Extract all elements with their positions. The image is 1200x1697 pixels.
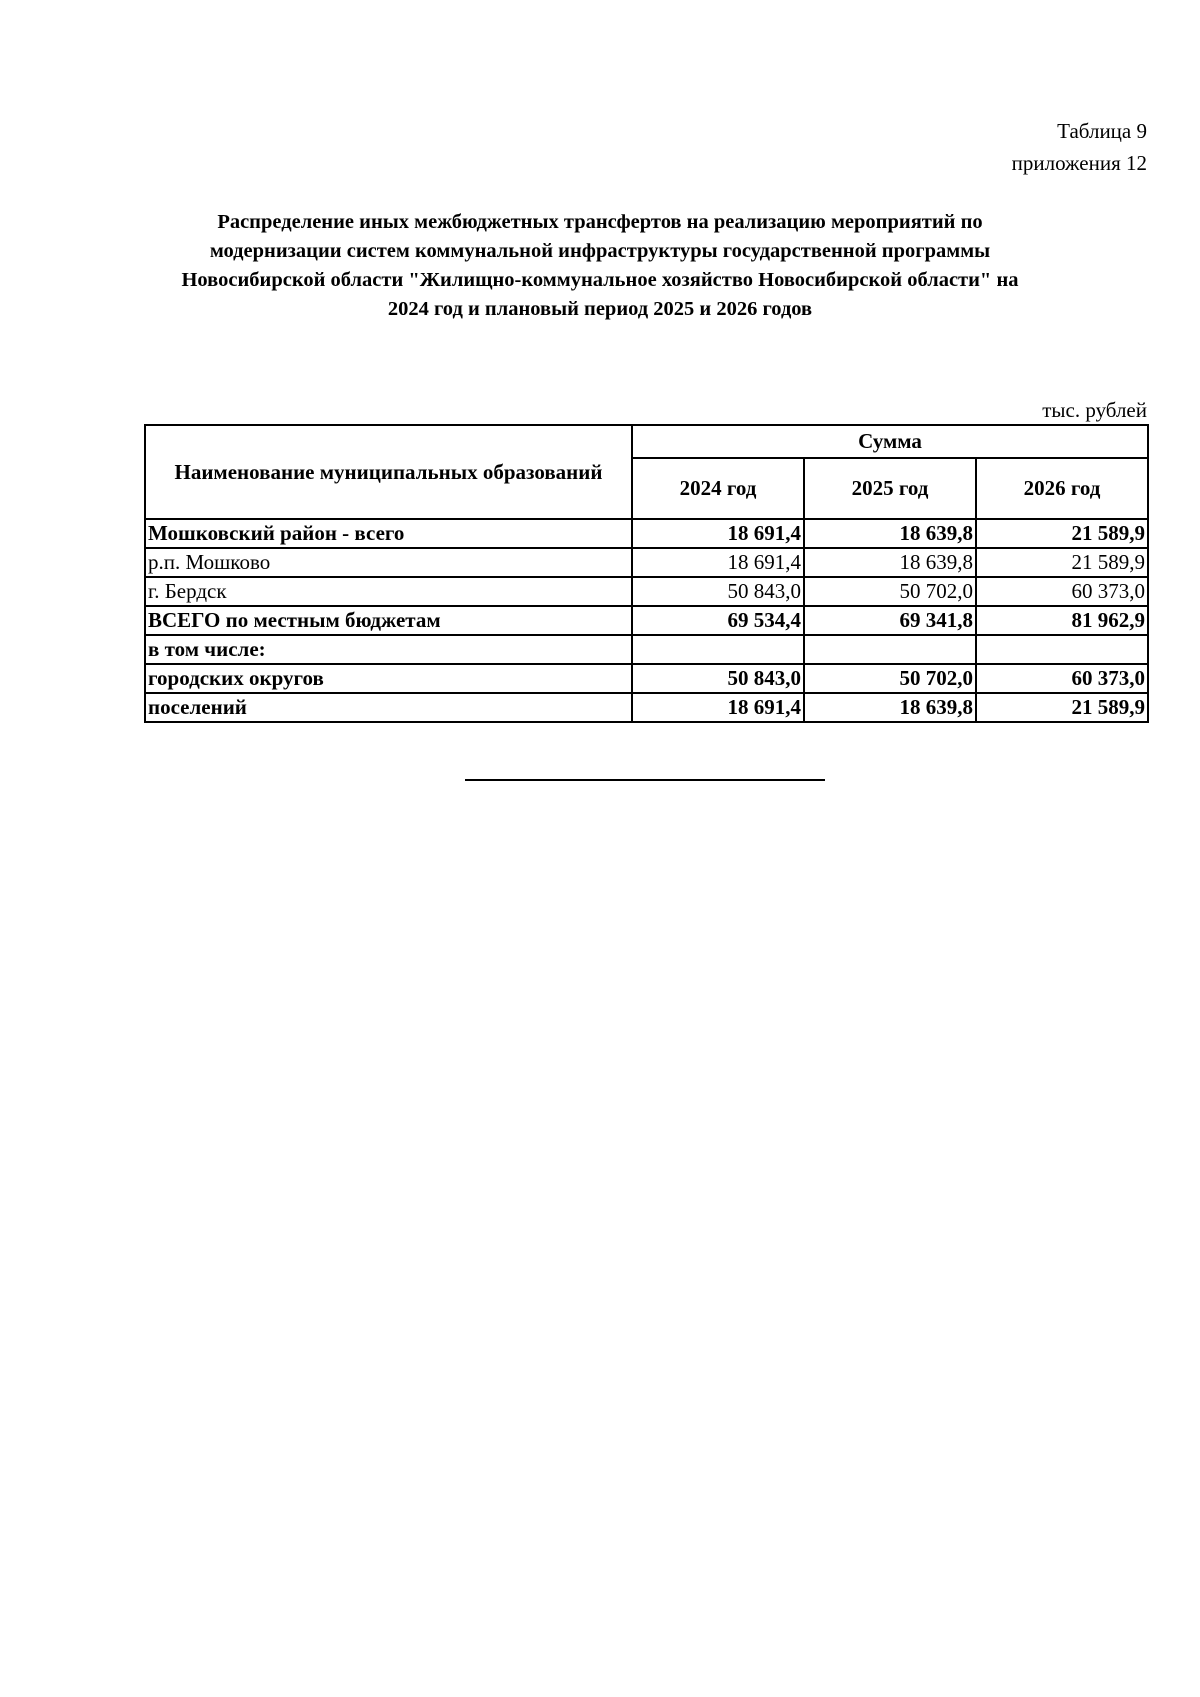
row-value-2024: 50 843,0 xyxy=(632,664,804,693)
row-value-2024 xyxy=(632,635,804,664)
row-value-2026: 21 589,9 xyxy=(976,693,1148,722)
row-value-2025: 50 702,0 xyxy=(804,577,976,606)
row-name: городских округов xyxy=(145,664,632,693)
row-name: в том числе: xyxy=(145,635,632,664)
row-value-2026 xyxy=(976,635,1148,664)
table-row xyxy=(145,664,1148,693)
transfers-table xyxy=(144,424,1149,723)
row-value-2025: 18 639,8 xyxy=(804,548,976,577)
row-value-2026: 60 373,0 xyxy=(976,577,1148,606)
table-row xyxy=(145,548,1148,577)
row-value-2024: 18 691,4 xyxy=(632,548,804,577)
row-value-2025: 18 639,8 xyxy=(804,519,976,548)
row-value-2024: 18 691,4 xyxy=(632,693,804,722)
row-value-2024: 18 691,4 xyxy=(632,519,804,548)
closing-rule xyxy=(465,779,825,781)
document-title xyxy=(150,208,1050,324)
table-row xyxy=(145,635,1148,664)
row-name: поселений xyxy=(145,693,632,722)
units-label: тыс. рублей xyxy=(1042,398,1147,422)
title-line: Распределение иных межбюджетных трансфертов на реализацию мероприятий по xyxy=(217,211,983,233)
table-row xyxy=(145,519,1148,548)
table-row xyxy=(145,577,1148,606)
row-value-2025: 18 639,8 xyxy=(804,693,976,722)
table-row xyxy=(145,693,1148,722)
header-year: 2024 год xyxy=(632,458,804,519)
row-value-2026: 60 373,0 xyxy=(976,664,1148,693)
row-name: г. Бердск xyxy=(145,577,632,606)
header-year: 2026 год xyxy=(976,458,1148,519)
title-line: Новосибирской области "Жилищно-коммунальное хозяйство Новосибирской области" на xyxy=(181,269,1019,291)
header-municipality: Наименование муниципальных образований xyxy=(145,425,632,519)
appendix-reference: приложения 12 xyxy=(1011,151,1147,175)
row-value-2026: 21 589,9 xyxy=(976,519,1148,548)
row-value-2024: 50 843,0 xyxy=(632,577,804,606)
row-name: ВСЕГО по местным бюджетам xyxy=(145,606,632,635)
table-row xyxy=(145,606,1148,635)
title-line: 2024 год и плановый период 2025 и 2026 годов xyxy=(387,298,813,320)
table-reference: Таблица 9 xyxy=(1057,119,1147,143)
row-value-2025: 50 702,0 xyxy=(804,664,976,693)
row-value-2025 xyxy=(804,635,976,664)
row-name: Мошковский район - всего xyxy=(145,519,632,548)
header-year: 2025 год xyxy=(804,458,976,519)
header-sum: Сумма xyxy=(632,425,1148,458)
row-value-2024: 69 534,4 xyxy=(632,606,804,635)
row-name: р.п. Мошково xyxy=(145,548,632,577)
row-value-2025: 69 341,8 xyxy=(804,606,976,635)
row-value-2026: 81 962,9 xyxy=(976,606,1148,635)
title-line: модернизации систем коммунальной инфраструктуры государственной программы xyxy=(209,240,991,262)
row-value-2026: 21 589,9 xyxy=(976,548,1148,577)
